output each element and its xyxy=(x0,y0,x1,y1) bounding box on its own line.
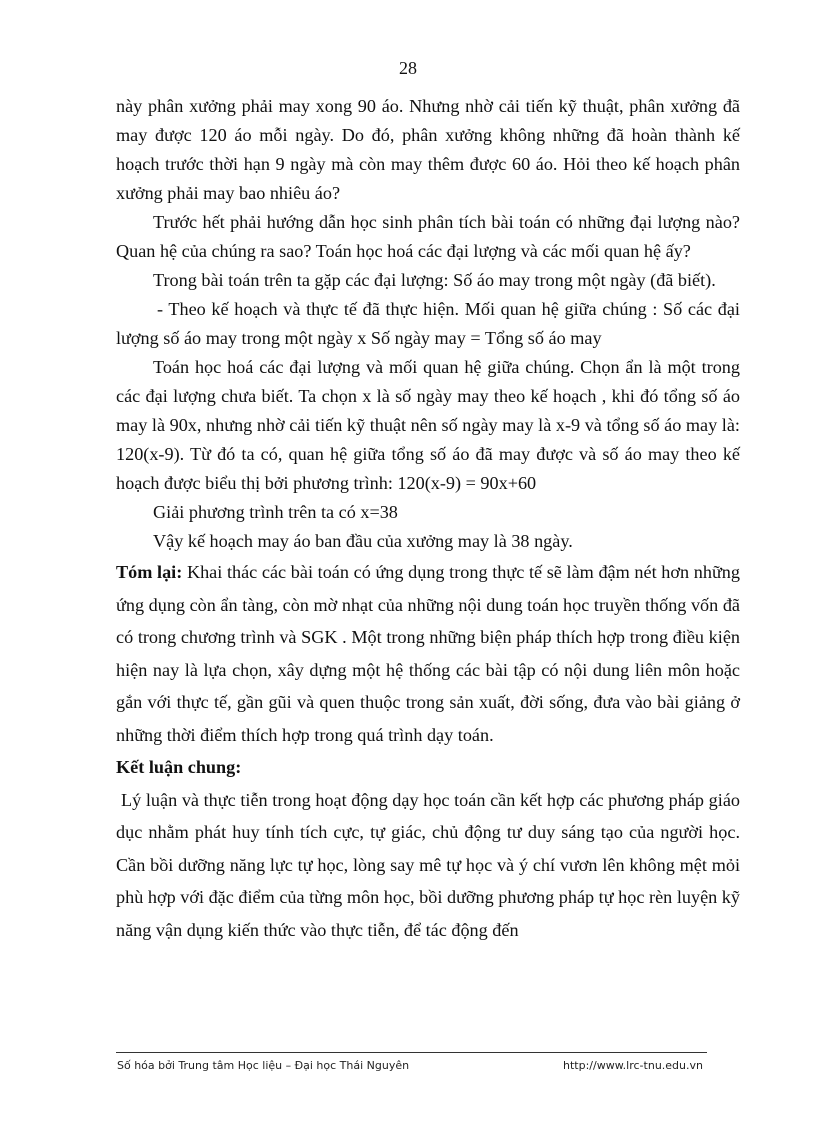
paragraph-answer: Vậy kế hoạch may áo ban đầu của xưởng may là 38 ngày. xyxy=(153,531,573,551)
paragraph-solution: Giải phương trình trên ta có x=38 xyxy=(153,502,398,522)
paragraph-relationship: - Theo kế hoạch và thực tế đã thực hiện. Mối quan hệ giữa chúng : Số các đại lượng số áo may trong một ngày x Số ngày may = Tổng số áo may xyxy=(116,299,740,348)
summary-text: Khai thác các bài toán có ứng dụng trong thực tế sẽ làm đậm nét hơn những ứng dụng còn ẩn tàng, còn mờ nhạt của những nội dung toán học truyền thống vốn đã có trong chương trình và SGK . Một trong những biện pháp thích hợp trong điều kiện hiện nay là lựa chọn, xây dựng một hệ thống các bài tập có nội dung liên môn hoặc gắn với thực tế, gần gũi và quen thuộc trong sản xuất, đời sống, đưa vào bài giảng ở những thời điểm thích hợp trong quá trình dạy toán. xyxy=(116,562,740,745)
page-number: 28 xyxy=(399,58,417,78)
conclusion-heading: Kết luận chung: xyxy=(116,757,242,777)
summary-label: Tóm lại: xyxy=(116,562,183,582)
paragraph-guidance: Trước hết phải hướng dẫn học sinh phân tích bài toán có những đại lượng nào? Quan hệ của chúng ra sao? Toán học hoá các đại lượng và các mối quan hệ ấy? xyxy=(116,212,740,261)
summary-section xyxy=(116,556,740,946)
paragraph-modeling: Toán học hoá các đại lượng và mối quan hệ giữa chúng. Chọn ẩn là một trong các đại lượng chưa biết. Ta chọn x là số ngày may theo kế hoạch , khi đó tổng số áo may là 90x, nhưng nhờ cải tiến kỹ thuật nên số ngày may là x-9 và tổng số áo may là: 120(x-9). Từ đó ta có, quan hệ giữa tổng số áo đã may được và số áo may theo kế hoạch được biểu thị bởi phương trình: 120(x-9) = 90x+60 xyxy=(116,357,740,493)
paragraph-quantities: Trong bài toán trên ta gặp các đại lượng: Số áo may trong một ngày (đã biết). xyxy=(153,270,716,290)
paragraph-problem-statement: này phân xưởng phải may xong 90 áo. Nhưng nhờ cải tiến kỹ thuật, phân xưởng đã may được 120 áo mỗi ngày. Do đó, phân xưởng không những đã hoàn thành kế hoạch trước thời hạn 9 ngày mà còn may thêm được 60 áo. Hỏi theo kế hoạch phân xưởng phải may bao nhiêu áo? xyxy=(116,96,740,203)
document-body xyxy=(116,92,740,946)
paragraph-summary xyxy=(116,556,740,751)
footer-source-credit: Số hóa bởi Trung tâm Học liệu – Đại học Thái Nguyên xyxy=(117,1059,410,1072)
footer-url: http://www.lrc-tnu.edu.vn xyxy=(563,1059,703,1072)
footer-divider xyxy=(116,1052,707,1053)
problem-analysis-section xyxy=(116,92,740,556)
paragraph-conclusion: Lý luận và thực tiễn trong hoạt động dạy học toán cần kết hợp các phương pháp giáo dục nhằm phát huy tính tích cực, tự giác, chủ động tư duy sáng tạo của người học. Cần bồi dưỡng năng lực tự học, lòng say mê tự học và ý chí vươn lên không mệt mỏi phù hợp với đặc điểm của từng môn học, bồi dưỡng phương pháp tự học rèn luyện kỹ năng vận dụng kiến thức vào thực tiễn, để tác động đến xyxy=(116,789,740,940)
